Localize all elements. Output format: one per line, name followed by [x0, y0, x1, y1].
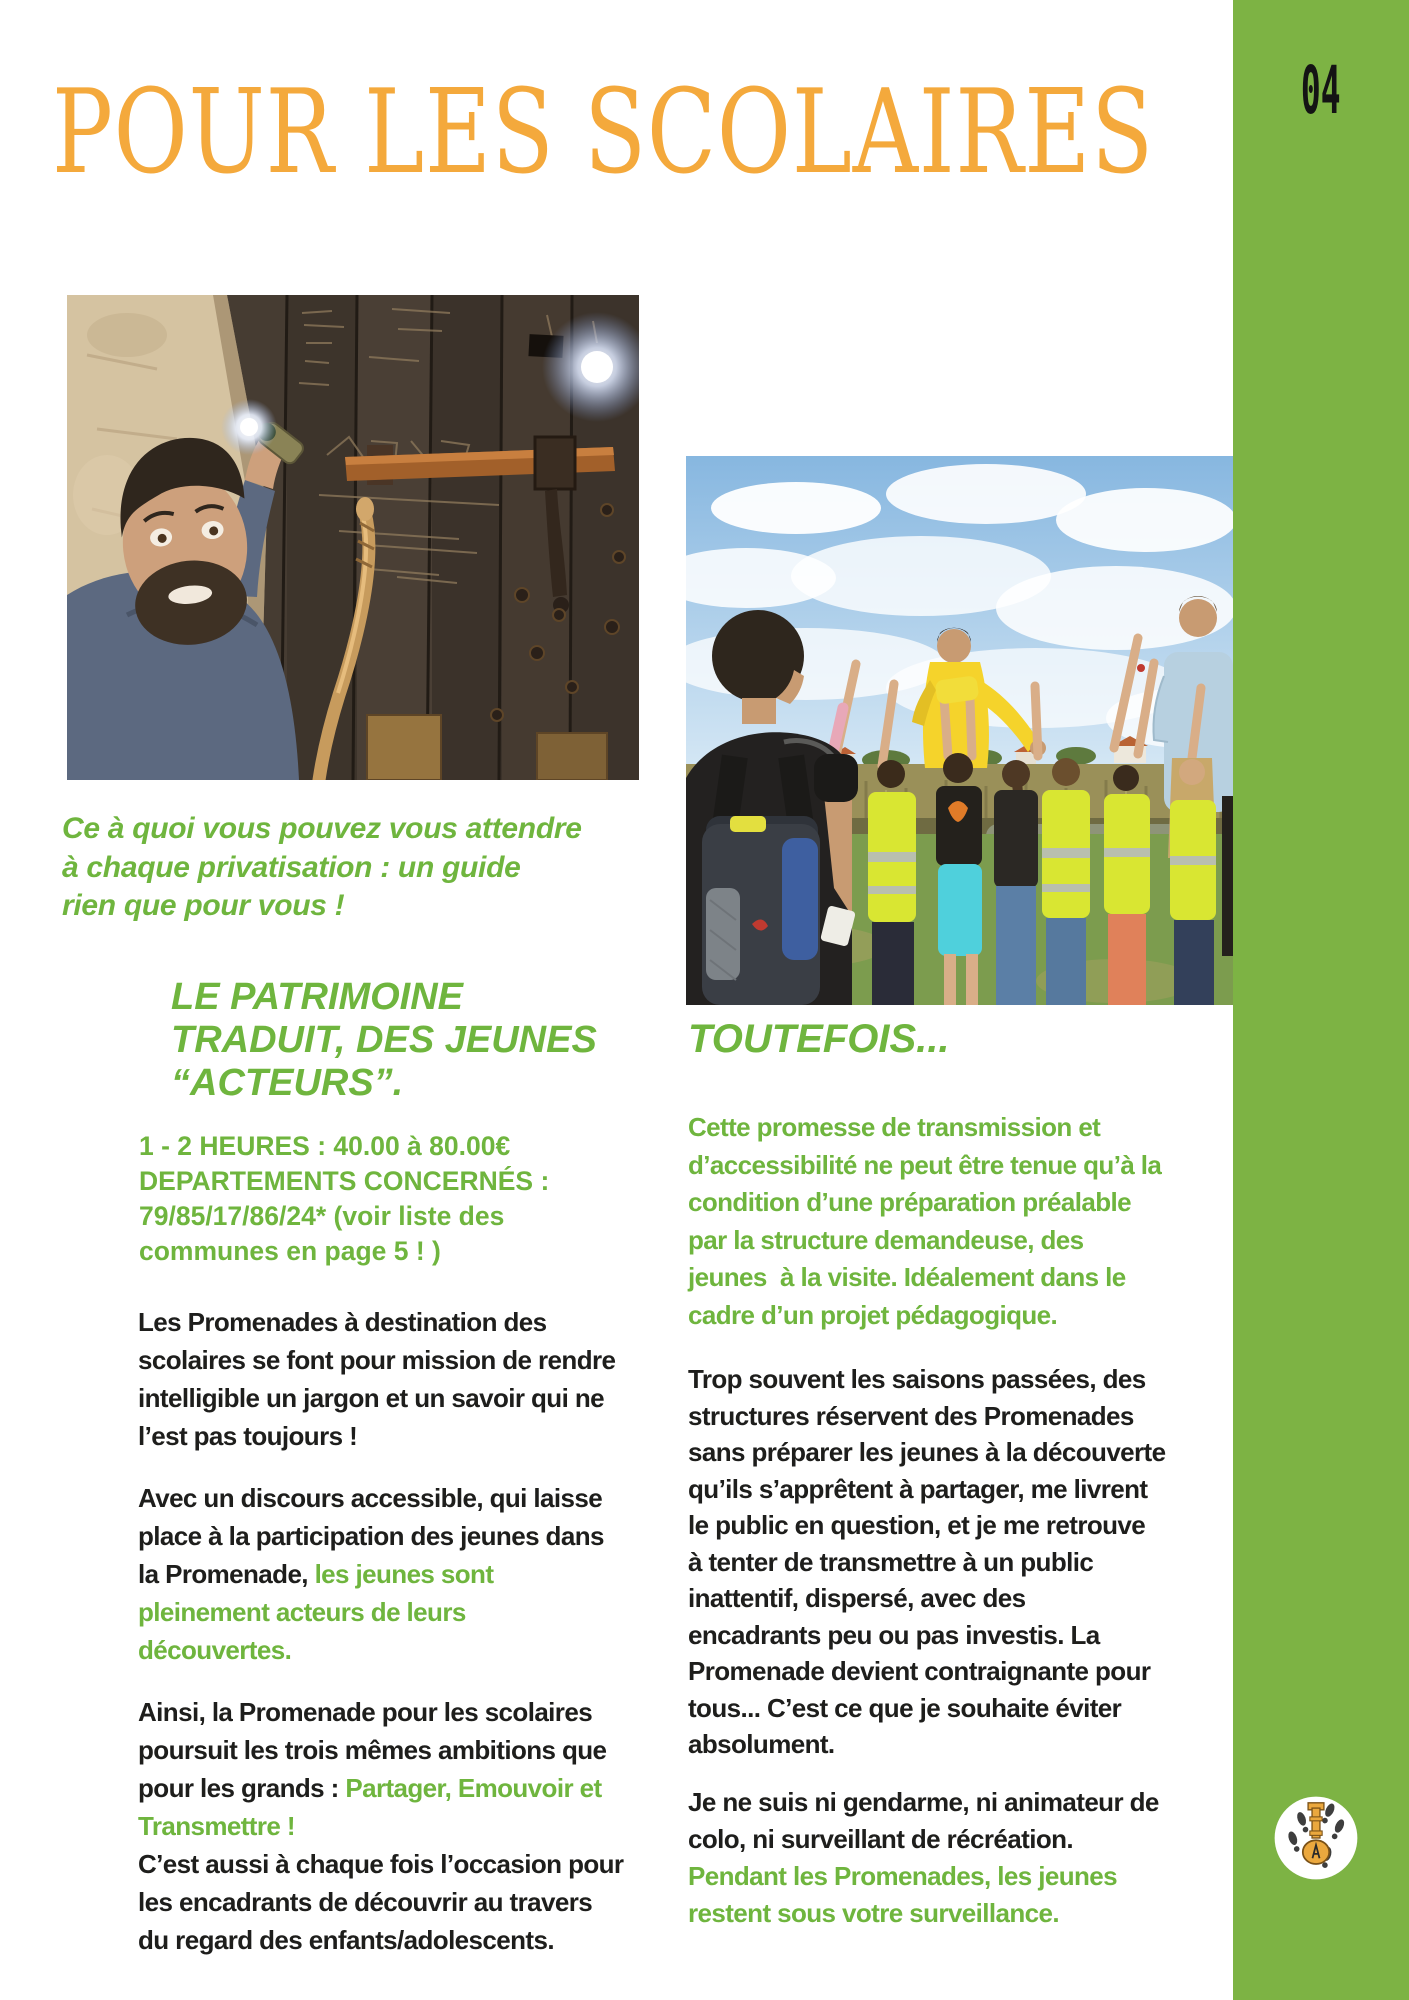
page-number-value: 04 — [1301, 52, 1341, 129]
right-green-paragraph — [688, 1109, 1161, 1334]
photo-school-group — [686, 456, 1233, 1005]
text-line: colo, ni surveillant de récréation. — [688, 1824, 1074, 1854]
text-line-green: d’accessibilité ne peut être tenue qu’à la — [688, 1149, 1162, 1180]
text-line: intelligible un jargon et un savoir qui ne — [138, 1383, 604, 1413]
text-line-green: jeunes à la visite. Idéalement dans le — [688, 1262, 1126, 1292]
text-line: encadrants peu ou pas investis. La — [688, 1619, 1100, 1650]
left-section-heading — [171, 976, 597, 1105]
text-line: structures réservent des Promenades — [688, 1400, 1134, 1431]
text-line: absolument. — [688, 1729, 835, 1759]
text-line-green: cadre d’un projet pédagogique. — [688, 1299, 1058, 1330]
text-line: Ainsi, la Promenade pour les scolaires — [138, 1697, 593, 1727]
text-line: Je ne suis ni gendarme, ni animateur de — [688, 1787, 1159, 1817]
text-line: à tenter de transmettre à un public — [688, 1546, 1094, 1577]
text-segment: pour les grands : — [138, 1773, 346, 1803]
page-title: POUR LES SCOLAIRES — [52, 65, 1154, 200]
right-paragraph-2 — [688, 1784, 1159, 1932]
text-line: poursuit les trois mêmes ambitions que — [138, 1735, 607, 1765]
pricing-details — [139, 1129, 549, 1269]
intro-line: rien que pour vous ! — [62, 889, 345, 922]
heading-line: “ACTEURS”. — [171, 1062, 404, 1104]
text-line: l’est pas toujours ! — [138, 1421, 358, 1451]
text-line-green: découvertes. — [138, 1635, 292, 1665]
photo-guide-flashlight-door — [67, 295, 639, 780]
text-line: sans préparer les jeunes à la découverte — [688, 1437, 1166, 1467]
text-line: le public en question, et je me retrouve — [688, 1510, 1146, 1540]
text-line: les encadrants de découvrir au travers — [138, 1887, 593, 1917]
key-footprints-logo — [1272, 1794, 1360, 1882]
text-line: place à la participation des jeunes dans — [138, 1521, 604, 1551]
details-line: 79/85/17/86/24* (voir liste des — [139, 1201, 505, 1231]
text-line-green: Cette promesse de transmission et — [688, 1112, 1101, 1142]
text-line: Avec un discours accessible, qui laisse — [138, 1483, 603, 1513]
text-line — [138, 1769, 623, 1807]
text-line: scolaires se font pour mission de rendre — [138, 1345, 616, 1375]
intro-line: Ce à quoi vous pouvez vous attendre — [62, 812, 582, 845]
intro-line: à chaque privatisation : un guide — [62, 850, 521, 884]
text-line-green: par la structure demandeuse, des — [688, 1224, 1084, 1255]
left-paragraph-2 — [138, 1479, 604, 1669]
text-line: inattentif, dispersé, avec des — [688, 1583, 1026, 1613]
text-line: tous... C’est ce que je souhaite éviter — [688, 1692, 1122, 1723]
text-line: Promenade devient contraignante pour — [688, 1656, 1151, 1686]
details-line: DEPARTEMENTS CONCERNÉS : — [139, 1166, 550, 1196]
intro-text — [62, 810, 582, 926]
text-segment-green: Partager, Emouvoir et — [345, 1773, 602, 1803]
text-line: Les Promenades à destination des — [138, 1307, 547, 1337]
details-line: communes en page 5 ! ) — [139, 1236, 441, 1266]
right-paragraph-1 — [688, 1361, 1165, 1763]
left-paragraph-3 — [138, 1693, 623, 1959]
heading-line: LE PATRIMOINE — [171, 976, 464, 1018]
page-number — [1233, 52, 1409, 129]
heading-line: TRADUIT, DES JEUNES — [171, 1019, 597, 1061]
text-line — [138, 1555, 604, 1593]
text-line-green: Transmettre ! — [138, 1811, 295, 1841]
text-line-green: condition d’une préparation préalable — [688, 1187, 1131, 1217]
right-section-heading: TOUTEFOIS... — [688, 1017, 950, 1061]
text-line: du regard des enfants/adolescents. — [138, 1925, 554, 1955]
text-line: Trop souvent les saisons passées, des — [688, 1364, 1146, 1394]
text-line-green: restent sous votre surveillance. — [688, 1898, 1059, 1928]
left-paragraph-1 — [138, 1303, 615, 1455]
text-line: qu’ils s’apprêtent à partager, me livrent — [688, 1473, 1148, 1504]
text-segment: la Promenade, — [138, 1559, 315, 1589]
text-line: C’est aussi à chaque fois l’occasion pour — [138, 1849, 624, 1879]
text-line-green: pleinement acteurs de leurs — [138, 1597, 466, 1627]
accent-bar — [1233, 0, 1409, 2000]
details-line: 1 - 2 HEURES : 40.00 à 80.00€ — [139, 1131, 511, 1161]
text-segment-green: les jeunes sont — [314, 1559, 494, 1589]
text-line-green: Pendant les Promenades, les jeunes — [688, 1861, 1118, 1891]
